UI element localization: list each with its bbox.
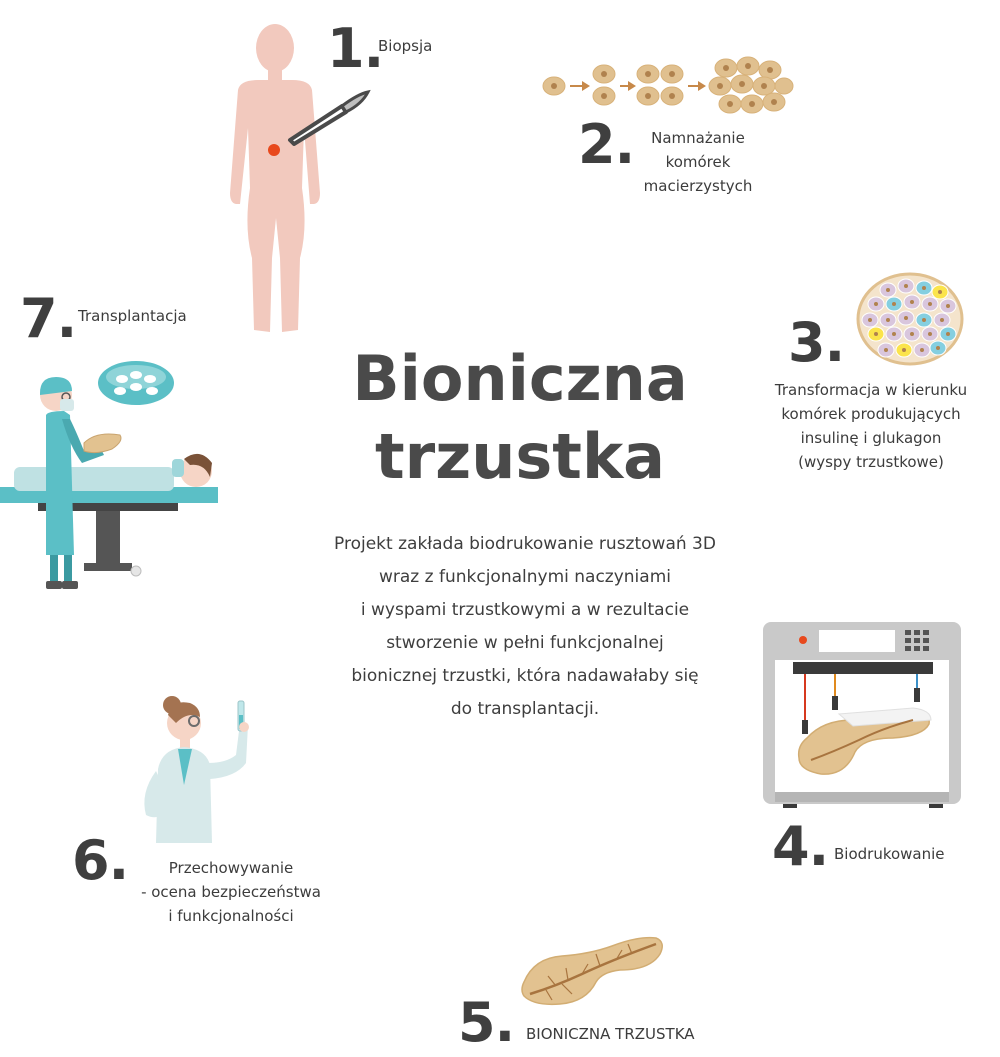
description-line: do transplantacji. [450,699,600,719]
step-6-label [106,856,356,928]
description-line: stworzenie w pełni funkcjonalnej [386,633,664,653]
title-line-1: Bioniczna [352,342,688,415]
bioprinter-icon [763,620,963,810]
step-2-number: 2. [578,113,635,176]
scientist-icon [136,693,256,843]
pancreas-icon [516,930,666,1010]
step-6-label-line: - ocena bezpieczeństwa [141,883,321,901]
step-1-number: 1. [327,17,384,80]
step-2-label-line: Namnażanie [651,129,745,147]
description-line: Projekt zakłada biodrukowanie rusztowań 3D [334,534,716,554]
step-3-number: 3. [788,311,845,374]
description-line: wraz z funkcjonalnymi naczyniami [379,567,671,587]
step-3-label-line: (wyspy trzustkowe) [798,453,944,471]
step-5-number: 5. [458,991,515,1054]
step-3-label-line: Transformacja w kierunku [774,381,968,399]
scalpel-icon [282,88,372,148]
step-2-label [628,126,768,198]
step-6-label-line: i funkcjonalności [168,907,294,925]
step-1-label: Biopsja [378,37,433,55]
step-7-label: Transplantacja [78,307,187,325]
step-3-label-line: insulinę i glukagon [800,429,942,447]
pancreatic-islet-icon [856,272,966,367]
step-6-number: 6. [72,829,129,892]
project-description [275,528,775,726]
description-line: bionicznej trzustki, która nadawałaby się [351,666,699,686]
step-3-label [758,378,984,474]
step-3-label-line: komórek produkujących [781,405,961,423]
step-7-number: 7. [20,287,77,350]
title-line-2: trzustka [374,420,666,493]
surgery-icon [0,355,222,595]
step-4-label: Biodrukowanie [834,845,945,863]
stem-cells-icon [540,52,790,122]
step-5-label: BIONICZNA TRZUSTKA [526,1025,695,1043]
description-line: i wyspami trzustkowymi a w rezultacie [360,600,690,620]
step-6-label-line: Przechowywanie [168,859,294,877]
step-2-label-line: macierzystych [643,177,753,195]
step-4-number: 4. [772,815,829,878]
step-2-label-line: komórek [665,153,731,171]
main-title [290,340,750,496]
